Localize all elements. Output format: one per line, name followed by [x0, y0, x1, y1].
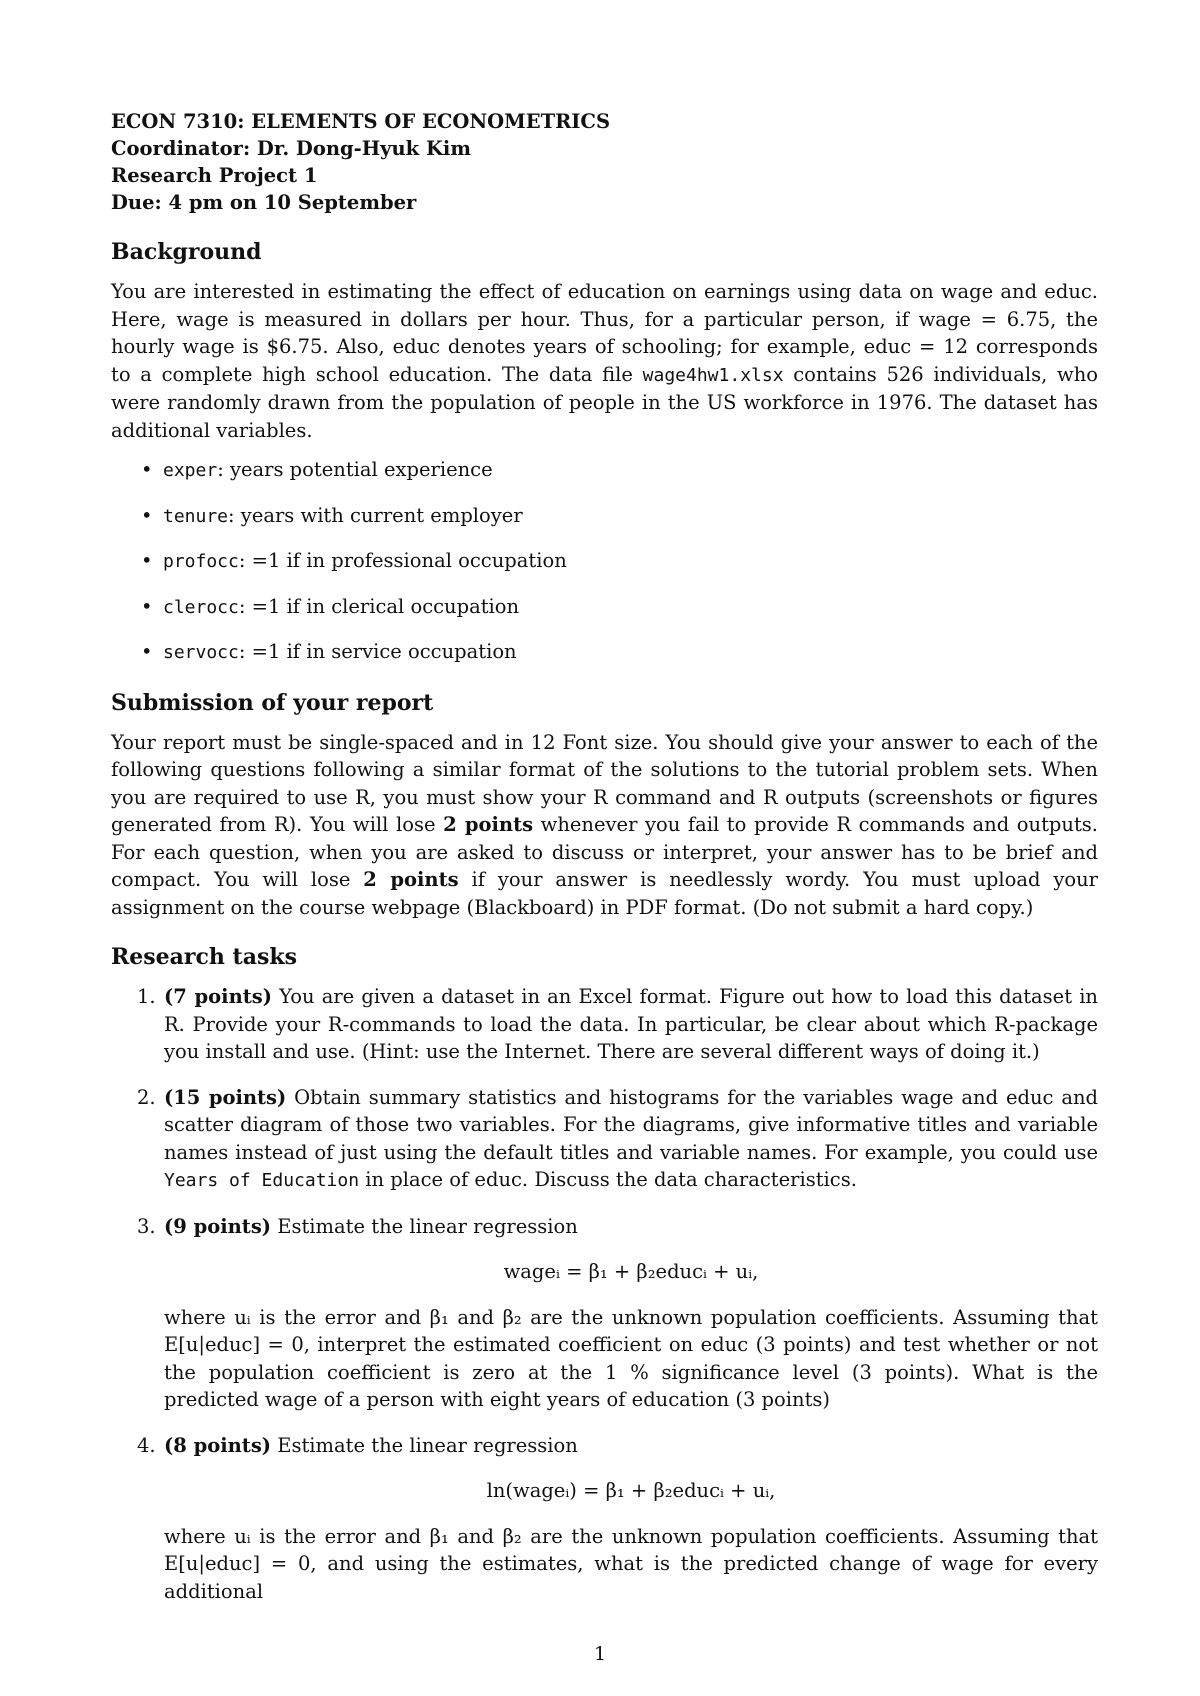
due-line: Due: 4 pm on 10 September	[111, 191, 417, 214]
task-number: 1.	[137, 985, 156, 1008]
variable-name: tenure	[163, 505, 229, 527]
data-file-name: wage4hw1.xlsx	[642, 364, 784, 386]
page-number: 1	[593, 1643, 607, 1665]
bullet-icon: •	[141, 503, 153, 527]
document-page	[111, 108, 1098, 1623]
task-number: 3.	[137, 1214, 156, 1238]
submission-text-2: whenever you fail to provide R commands and outputs. For each question, when you are asked to discuss or interpret, your answer has to be brief and compact. You will lose	[111, 813, 1098, 891]
task-points: (7 points)	[164, 985, 272, 1008]
project-line: Research Project 1	[111, 164, 318, 187]
submission-text-1: Your report must be single-spaced and in 12 Font size. You should give your answer to each of the following questions following a similar format of the solutions to the tutorial problem sets. When you are required to use R, you must show your R command and R outputs (screenshots or figures generated from R). You will lose	[111, 730, 1098, 836]
task-item-2	[111, 1084, 1098, 1195]
variable-desc: : years potential experience	[217, 458, 493, 481]
task-points: (15 points)	[164, 1085, 287, 1109]
bullet-icon: •	[141, 594, 153, 618]
bullet-icon: •	[141, 640, 153, 663]
task-intro: Estimate the linear regression	[271, 1433, 578, 1457]
log-regression-equation: ln(wageᵢ) = β₁ + β₂educᵢ + uᵢ,	[486, 1479, 776, 1502]
coordinator-line: Coordinator: Dr. Dong-Hyuk Kim	[111, 137, 471, 160]
task-points: (8 points)	[164, 1433, 272, 1457]
bullet-icon: •	[141, 549, 153, 572]
variable-name: profocc	[163, 551, 239, 572]
task-after-equation: where uᵢ is the error and β₁ and β₂ are the unknown population coefficients. Assuming that E[u|educ] = 0, interpret the estimated coefficient on educ (3 points) and test whether or not the population coefficient is zero at the 1 % significance level (3 points). What is the predicted wage of a person with eight years of education (3 points)	[164, 1305, 1098, 1411]
submission-heading: Submission of your report	[111, 689, 434, 716]
list-item	[141, 638, 1098, 667]
background-heading: Background	[111, 239, 262, 265]
variable-desc: : =1 if in service occupation	[238, 640, 517, 663]
task-item-4	[111, 1432, 1098, 1606]
task-after-equation: where uᵢ is the error and β₁ and β₂ are the unknown population coefficients. Assuming that E[u|educ] = 0, and using the estimates, what is the predicted change of wage for every additional	[164, 1524, 1098, 1603]
task-text-b: in place of educ. Discuss the data characteristics.	[359, 1168, 857, 1191]
bullet-icon: •	[141, 458, 153, 481]
list-item	[141, 547, 1098, 576]
variable-desc: : =1 if in clerical occupation	[238, 594, 520, 618]
list-item	[141, 456, 1098, 485]
task-text-a: Obtain summary statistics and histograms for the variables wage and educ and scatter diagram of those two variables. For the diagrams, give informative titles and variable names instead of just using the default titles and variable names. For example, you could use	[164, 1085, 1098, 1164]
task-text: You are given a dataset in an Excel format. Figure out how to load this dataset in R. Provide your R-commands to load the data. In particular, be clear about which R-package you install and use. (Hint: use the Internet. There are several different ways of doing it.)	[164, 985, 1098, 1063]
task-item-3	[111, 1213, 1098, 1414]
variable-list	[111, 456, 1098, 667]
variable-desc: : =1 if in professional occupation	[238, 549, 567, 572]
background-text-b: contains 526 individuals, who were randomly drawn from the population of people in the US workforce in 1976. The dataset has additional variables.	[111, 362, 1098, 442]
task-intro: Estimate the linear regression	[271, 1214, 578, 1238]
background-paragraph	[111, 278, 1098, 444]
tasks-heading: Research tasks	[111, 944, 297, 970]
document-header	[111, 108, 1098, 216]
example-label-code: Years of Education	[164, 1170, 360, 1191]
task-list	[111, 983, 1098, 1605]
list-item	[141, 502, 1098, 531]
task-item-1	[111, 983, 1098, 1066]
regression-equation: wageᵢ = β₁ + β₂educᵢ + uᵢ,	[503, 1260, 759, 1283]
background-text-a: You are interested in estimating the effect of education on earnings using data on wage and educ. Here, wage is measured in dollars per hour. Thus, for a particular person, if wage = 6.75, the hourly wage is $6.75. Also, educ denotes years of schooling; for example, educ = 12 corresponds to a complete high school education. The data file	[111, 280, 1098, 386]
course-title: ECON 7310: ELEMENTS OF ECONOMETRICS	[111, 110, 611, 133]
variable-name: exper	[163, 460, 218, 481]
task-points: (9 points)	[164, 1214, 272, 1238]
task-number: 2.	[137, 1085, 156, 1109]
variable-desc: : years with current employer	[228, 503, 523, 527]
task-number: 4.	[137, 1433, 156, 1457]
penalty-points-2: 2 points	[363, 868, 459, 891]
variable-name: servocc	[163, 642, 239, 663]
variable-name: clerocc	[163, 596, 239, 618]
submission-text-3: if your answer is needlessly wordy. You must upload your assignment on the course webpage (Blackboard) in PDF format. (Do not submit a hard copy.)	[111, 868, 1098, 919]
list-item	[141, 593, 1098, 622]
submission-paragraph	[111, 729, 1098, 922]
penalty-points-1: 2 points	[443, 813, 534, 836]
